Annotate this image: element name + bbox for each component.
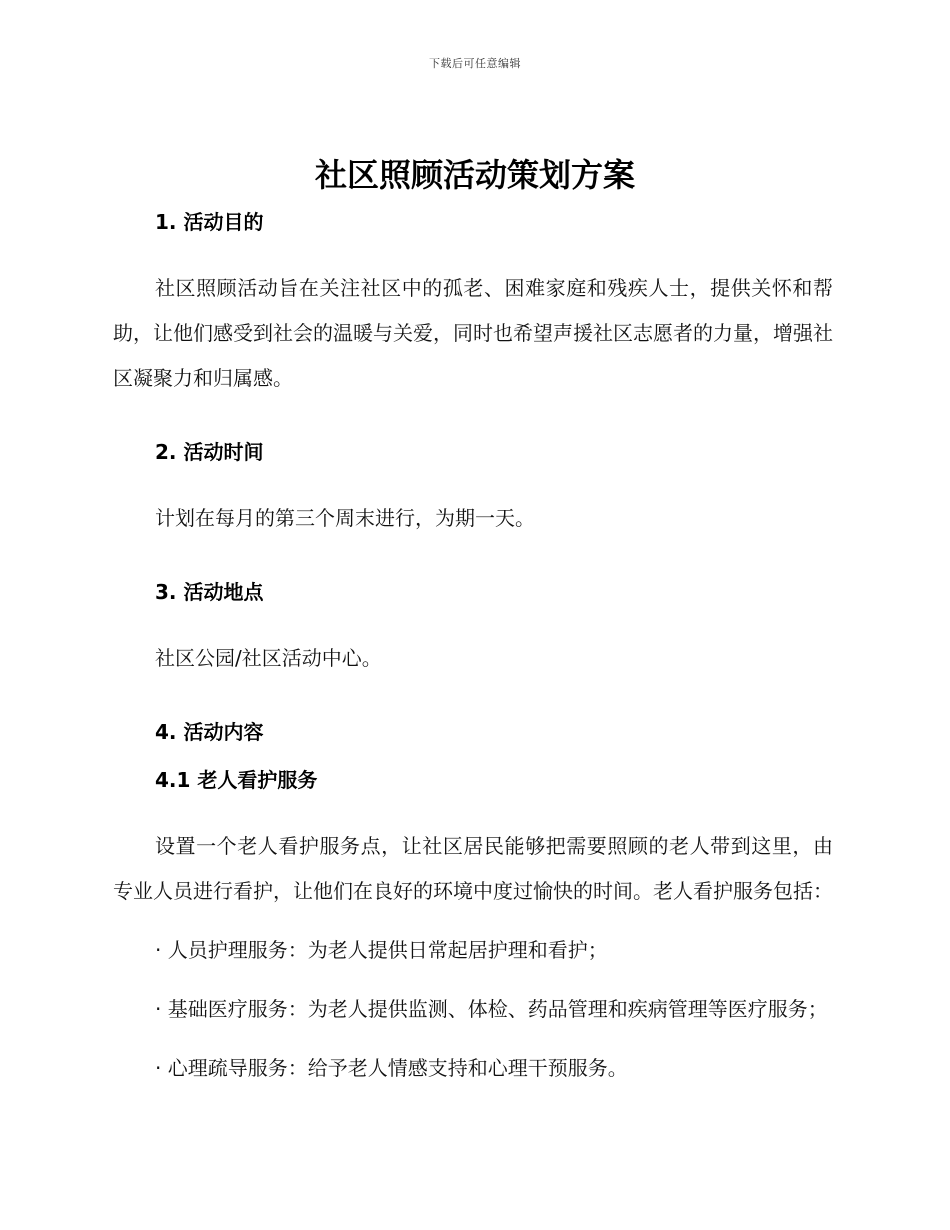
section-heading-content: 4. 活动内容 [155,720,264,744]
subsection-intro-elder-care: 设置一个老人看护服务点，让社区居民能够把需要照顾的老人带到这里，由专业人员进行看护，让他们在良好的环境中度过愉快的时间。老人看护服务包括： [113,834,833,903]
section-heading-purpose: 1. 活动目的 [155,210,264,234]
document-body [113,207,833,1091]
section-text-location: 社区公园/社区活动中心。 [155,646,382,670]
header-note: 下载后可任意编辑 [429,57,521,70]
section-text-purpose: 社区照顾活动旨在关注社区中的孤老、困难家庭和残疾人士，提供关怀和帮助，让他们感受到社会的温暖与关爱，同时也希望声援社区志愿者的力量，增强社区凝聚力和归属感。 [113,276,833,390]
list-item-medical: · 基础医疗服务：为老人提供监测、体检、药品管理和疾病管理等医疗服务； [155,997,828,1021]
section-heading-location: 3. 活动地点 [155,580,264,604]
document-title: 社区照顾活动策划方案 [314,156,635,194]
list-item-nursing: · 人员护理服务：为老人提供日常起居护理和看护； [155,938,608,962]
section-heading-time: 2. 活动时间 [155,440,264,464]
list-item-psychological: · 心理疏导服务：给予老人情感支持和心理干预服务。 [155,1056,628,1080]
section-text-time: 计划在每月的第三个周末进行，为期一天。 [155,506,535,530]
subsection-heading-elder-care: 4.1 老人看护服务 [155,768,318,792]
